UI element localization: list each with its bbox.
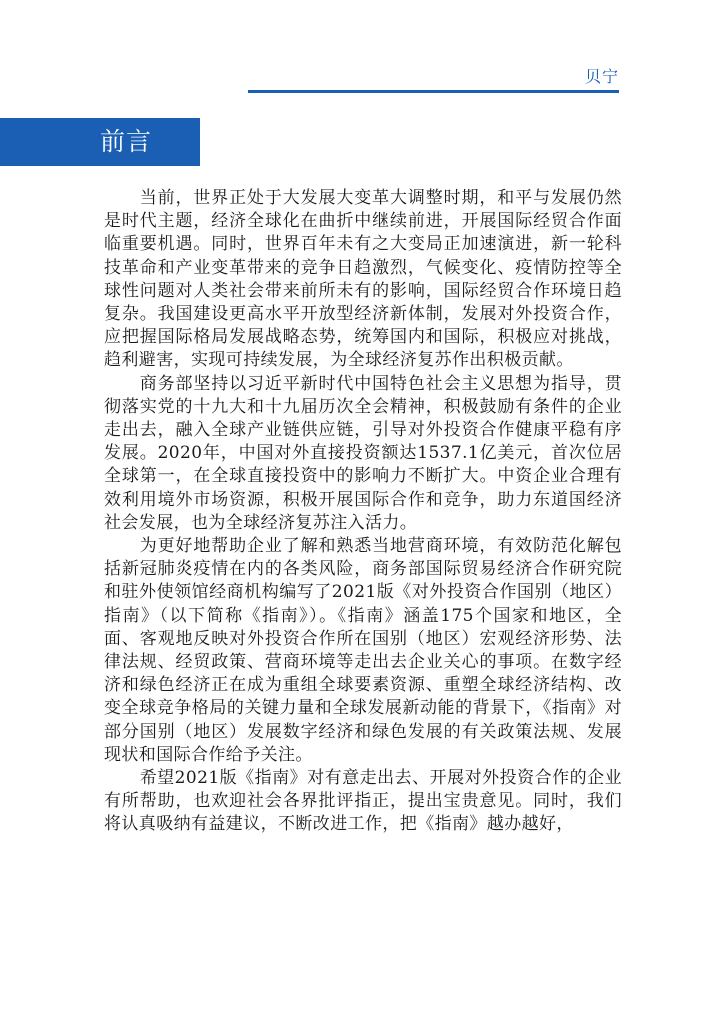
section-title: 前言 [100,127,153,156]
paragraph: 为更好地帮助企业了解和熟悉当地营商环境，有效防范化解包括新冠肺炎疫情在内的各类风险，商务部国际贸易经济合作研究院和驻外使领馆经商机构编写了2021版《对外投资合作国别（地区）指南》（以下简称《指南》）。《指南》涵盖175个国家和地区，全面、客观地反映对外投资合作所在国别（地区）宏观经济形势、法律法规、经贸政策、营商环境等走出去企业关心的事项。在数字经济和绿色经济正在成为重组全球要素资源、重塑全球经济结构、改变全球竞争格局的关键力量和全球发展新动能的背景下，《指南》对部分国别（地区）发展数字经济和绿色发展的有关政策法规、发展现状和国际合作给予关注。 [104,536,622,765]
section-banner [0,118,200,166]
header-divider [248,90,619,93]
header-country-name: 贝宁 [584,67,619,86]
paragraph: 商务部坚持以习近平新时代中国特色社会主义思想为指导，贯彻落实党的十九大和十九届历次全会精神，积极鼓励有条件的企业走出去，融入全球产业链供应链，引导对外投资合作健康平稳有序发展。2020年，中国对外直接投资额达1537.1亿美元，首次位居全球第一，在全球直接投资中的影响力不断扩大。中资企业合理有效利用境外市场资源，积极开展国际合作和竞争，助力东道国经济社会发展，也为全球经济复苏注入活力。 [104,373,622,533]
paragraph: 当前，世界正处于大发展大变革大调整时期，和平与发展仍然是时代主题，经济全球化在曲折中继续前进，开展国际经贸合作面临重要机遇。同时，世界百年未有之大变局正加速演进，新一轮科技革命和产业变革带来的竞争日趋激烈，气候变化、疫情防控等全球性问题对人类社会带来前所未有的影响，国际经贸合作环境日趋复杂。我国建设更高水平开放型经济新体制，发展对外投资合作，应把握国际格局发展战略态势，统筹国内和国际，积极应对挑战，趋利避害，实现可持续发展，为全球经济复苏作出积极贡献。 [104,188,622,371]
paragraph: 希望2021版《指南》对有意走出去、开展对外投资合作的企业有所帮助，也欢迎社会各界批评指正，提出宝贵意见。同时，我们将认真吸纳有益建议，不断改进工作，把《指南》越办越好， [104,768,622,835]
body-text [104,187,622,837]
